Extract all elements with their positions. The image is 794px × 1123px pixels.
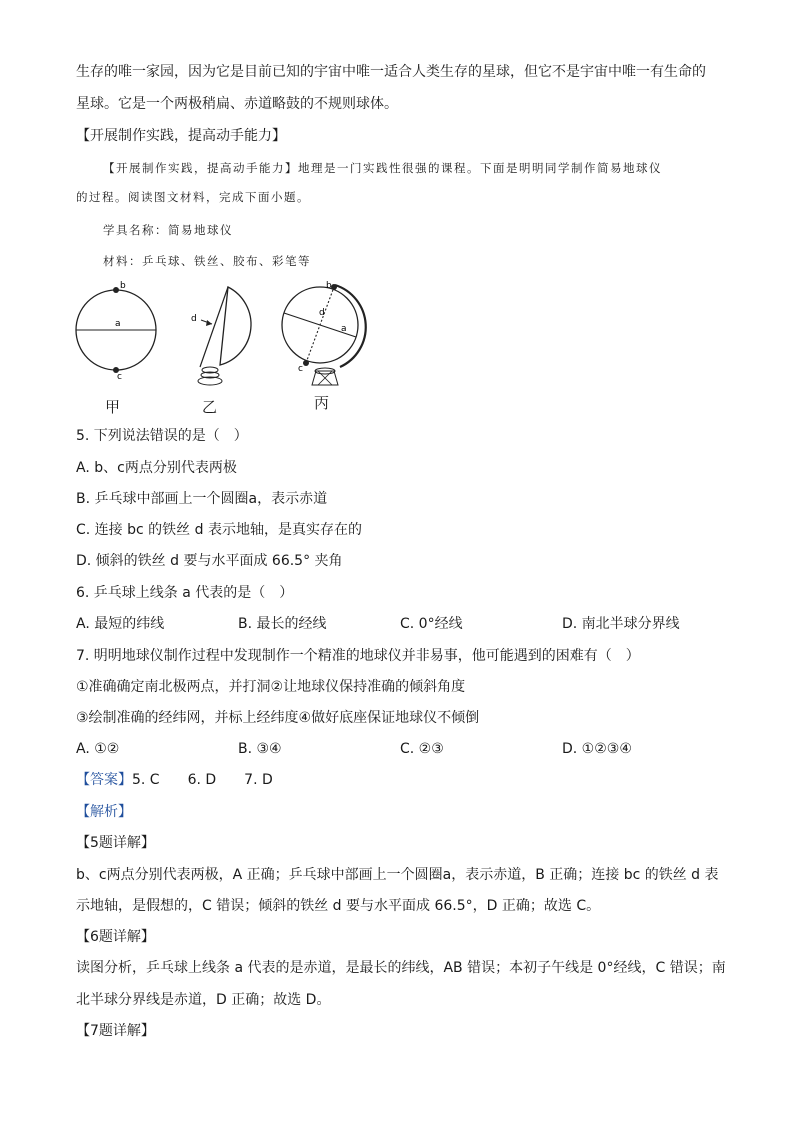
material-list: 材料：乒乓球、铁丝、胶布、彩笔等 <box>103 254 311 268</box>
detail6-heading: 【6题详解】 <box>76 929 155 945</box>
q7-option-c: C. ②③ <box>400 741 444 757</box>
q7-option-d: D. ①②③④ <box>562 741 632 757</box>
q6-stem: 6. 乒乓球上线条 a 代表的是（ ） <box>76 585 294 601</box>
answer-label: 【答案】 <box>76 772 132 788</box>
q5-option-a: A. b、c两点分别代表两极 <box>76 460 237 476</box>
figure-bing <box>282 281 366 385</box>
caption-bing: 丙 <box>314 394 330 412</box>
detail7-heading: 【7题详解】 <box>76 1023 155 1039</box>
caption-jia: 甲 <box>105 398 121 416</box>
label-b: b <box>120 281 126 291</box>
q6-option-a: A. 最短的纬线 <box>76 616 165 632</box>
section-heading: 【开展制作实践，提高动手能力】 <box>76 128 286 144</box>
intro-line-1: 生存的唯一家园，因为它是目前已知的宇宙中唯一适合人类生存的星球，但它不是宇宙中唯一有生命的 <box>76 64 706 80</box>
q6-option-d: D. 南北半球分界线 <box>562 616 680 632</box>
q6-option-c: C. 0°经线 <box>400 616 463 632</box>
material-line-1: 【开展制作实践，提高动手能力】地理是一门实践性很强的课程。下面是明明同学制作简易地球仪 <box>103 161 662 175</box>
answer-values: 5. C 6. D 7. D <box>132 772 273 788</box>
caption-yi: 乙 <box>202 398 218 416</box>
q5-stem: 5. 下列说法错误的是（ ） <box>76 428 248 444</box>
point-b <box>331 284 337 290</box>
detail5-line-2: 示地轴，是假想的，C 错误；倾斜的铁丝 d 要与水平面成 66.5°，D 正确；故选 C。 <box>76 898 601 914</box>
detail6-line-1: 读图分析，乒乓球上线条 a 代表的是赤道，是最长的纬线，AB 错误；本初子午线是 0°经线，C 错误；南 <box>76 960 726 976</box>
q7-line-2: ③绘制准确的经纬网，并标上经纬度④做好底座保证地球仪不倾倒 <box>76 710 480 726</box>
detail5-heading: 【5题详解】 <box>76 835 155 851</box>
label-a: a <box>115 319 121 329</box>
q6-option-b: B. 最长的经线 <box>238 616 327 632</box>
globe-figures <box>60 275 390 395</box>
material-line-2: 的过程。阅读图文材料，完成下面小题。 <box>76 190 310 204</box>
q7-option-b: B. ③④ <box>238 741 282 757</box>
q7-option-a: A. ①② <box>76 741 120 757</box>
label-c: c <box>298 364 303 374</box>
analysis-label: 【解析】 <box>76 804 132 820</box>
q5-option-b: B. 乒乓球中部画上一个圆圈a，表示赤道 <box>76 491 328 507</box>
q7-line-1: ①准确确定南北极两点，并打洞②让地球仪保持准确的倾斜角度 <box>76 679 466 695</box>
detail6-line-2: 北半球分界线是赤道，D 正确；故选 D。 <box>76 992 331 1008</box>
label-b: b <box>326 281 332 291</box>
label-c: c <box>117 372 122 382</box>
q5-option-c: C. 连接 bc 的铁丝 d 表示地轴，是真实存在的 <box>76 522 362 538</box>
answer-row <box>76 770 273 790</box>
figure-yi <box>191 287 251 385</box>
q7-stem: 7. 明明地球仪制作过程中发现制作一个精准的地球仪并非易事，他可能遇到的困难有（ ） <box>76 648 640 664</box>
point-c <box>303 360 309 366</box>
label-d: d <box>319 308 325 318</box>
axis-wire-d <box>306 287 334 363</box>
point-b <box>113 287 119 293</box>
detail5-line-1: b、c两点分别代表两极，A 正确；乒乓球中部画上一个圆圈a，表示赤道，B 正确；连接 bc 的铁丝 d 表 <box>76 867 719 883</box>
q5-option-d: D. 倾斜的铁丝 d 要与水平面成 66.5° 夹角 <box>76 553 343 569</box>
intro-line-2: 星球。它是一个两极稍扁、赤道略鼓的不规则球体。 <box>76 96 398 112</box>
label-a: a <box>341 324 347 334</box>
figure-jia <box>76 281 156 382</box>
material-tool: 学具名称：简易地球仪 <box>103 223 233 237</box>
label-d: d <box>191 314 197 324</box>
